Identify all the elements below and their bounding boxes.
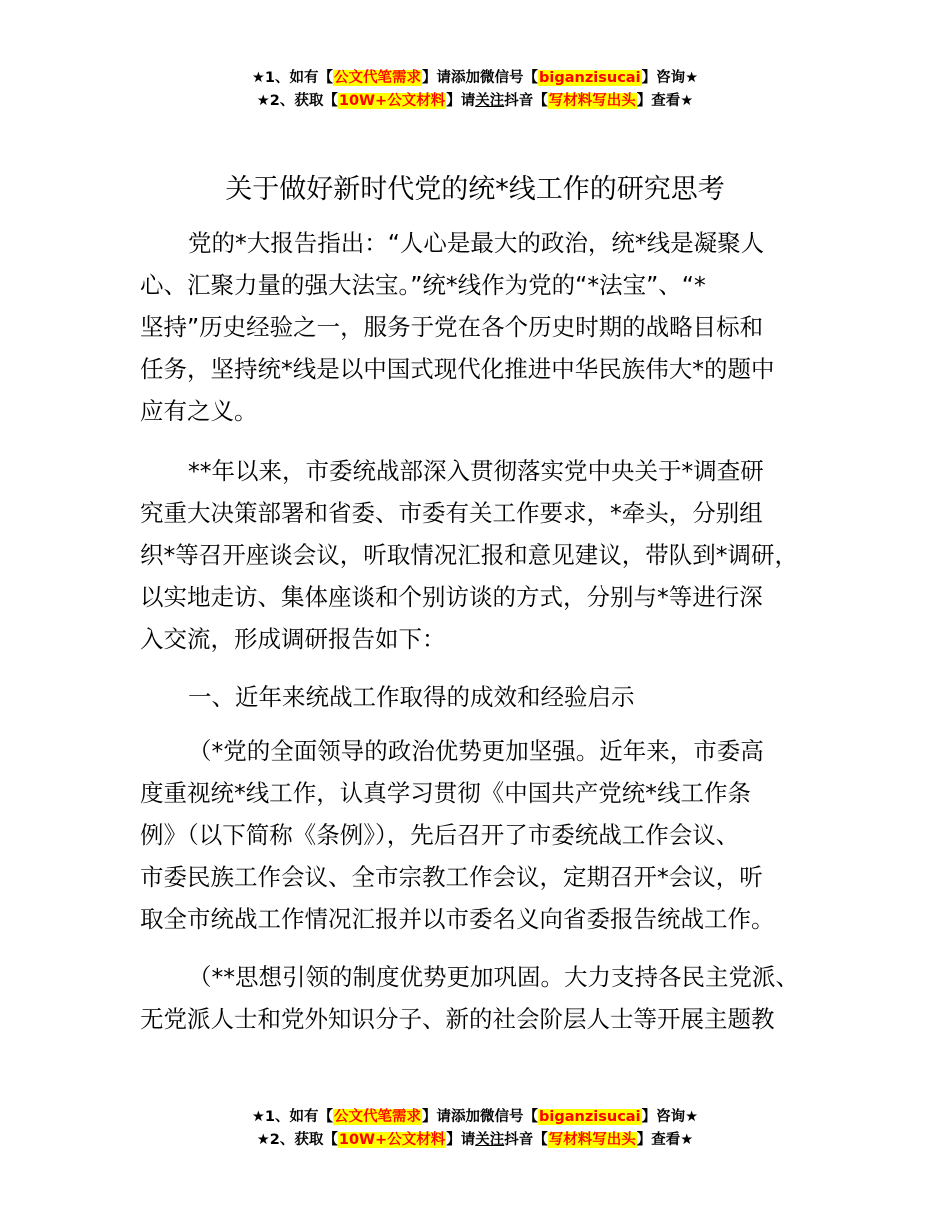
text-line: （*党的全面领导的政治优势更加坚强。近年来，市委高 (188, 737, 764, 765)
text-line: 无党派人士和党外知识分子、新的社会阶层人士等开展主题教 (140, 1005, 775, 1033)
banner-line-2 (0, 90, 950, 113)
highlight-douyin-account: 写材料写出头 (548, 1132, 636, 1148)
footer-banner (0, 1106, 950, 1152)
section-heading (140, 676, 830, 718)
text-line: **年以来，市委统战部深入贯彻落实党中央关于*调查研 (188, 457, 764, 485)
highlight-materials: 10W+公文材料 (338, 93, 446, 109)
banner-text: 】请添加微信号【 (422, 1109, 539, 1125)
paragraph-3 (140, 730, 830, 940)
banner-line-2 (0, 1129, 950, 1152)
text-line: 党的*大报告指出：“人心是最大的政治，统*线是凝聚人 (188, 229, 765, 257)
text-line: 市委民族工作会议、全市宗教工作会议，定期召开*会议，听 (140, 863, 763, 891)
banner-line-1 (0, 1106, 950, 1129)
text-line: 取全市统战工作情况汇报并以市委名义向省委报告统战工作。 (140, 905, 775, 933)
document-title: 关于做好新时代党的统*线工作的研究思考 (225, 174, 725, 205)
banner-text: 】咨询★ (641, 1109, 699, 1125)
text-line: 究重大决策部署和省委、市委有关工作要求，*牵头，分别组 (140, 499, 763, 527)
banner-text: 】查看★ (636, 1132, 694, 1148)
underlined-follow: 关注 (475, 1132, 505, 1148)
banner-text: ★1、如有【 (251, 1109, 334, 1125)
banner-text: ★2、获取【 (256, 1132, 338, 1148)
banner-text: 抖音【 (504, 1132, 548, 1148)
underlined-follow: 关注 (475, 93, 505, 109)
banner-text: 】请添加微信号【 (422, 70, 539, 86)
text-line: 度重视统*线工作，认真学习贯彻《中国共产党统*线工作条 (140, 779, 751, 807)
highlight-ghostwriting: 公文代笔需求 (334, 1109, 422, 1125)
banner-text: 】请 (446, 1132, 476, 1148)
text-line: 一、近年来统战工作取得的成效和经验启示 (188, 683, 635, 711)
text-line: （**思想引领的制度优势更加巩固。大力支持各民主党派、 (188, 963, 799, 991)
paragraph-4 (140, 956, 830, 1040)
highlight-douyin-account: 写材料写出头 (548, 93, 636, 109)
highlight-ghostwriting: 公文代笔需求 (334, 70, 422, 86)
banner-text: 】查看★ (636, 93, 694, 109)
text-line: 任务，坚持统*线是以中国式现代化推进中华民族伟大*的题中 (140, 355, 775, 383)
highlight-materials: 10W+公文材料 (338, 1132, 446, 1148)
text-line: 例》（以下简称《条例》），先后召开了市委统战工作会议、 (140, 821, 740, 849)
banner-text: 抖音【 (504, 93, 548, 109)
text-line: 心、汇聚力量的强大法宝。”统*线作为党的“*法宝”、“* (140, 271, 706, 299)
banner-text: 】请 (446, 93, 476, 109)
text-line: 入交流，形成调研报告如下： (140, 625, 446, 653)
highlight-wechat-id: biganzisucai (539, 70, 641, 86)
header-banner (0, 67, 950, 113)
banner-text: ★1、如有【 (251, 70, 334, 86)
highlight-wechat-id: biganzisucai (539, 1109, 641, 1125)
paragraph-1 (140, 222, 830, 432)
text-line: 应有之义。 (140, 397, 258, 425)
paragraph-2 (140, 450, 830, 660)
text-line: 坚持”历史经验之一，服务于党在各个历史时期的战略目标和 (140, 313, 764, 341)
text-line: 以实地走访、集体座谈和个别访谈的方式，分别与*等进行深 (140, 583, 763, 611)
text-line: 织*等召开座谈会议，听取情况汇报和意见建议，带队到*调研， (140, 541, 798, 569)
banner-text: ★2、获取【 (256, 93, 338, 109)
banner-line-1 (0, 67, 950, 90)
banner-text: 】咨询★ (641, 70, 699, 86)
